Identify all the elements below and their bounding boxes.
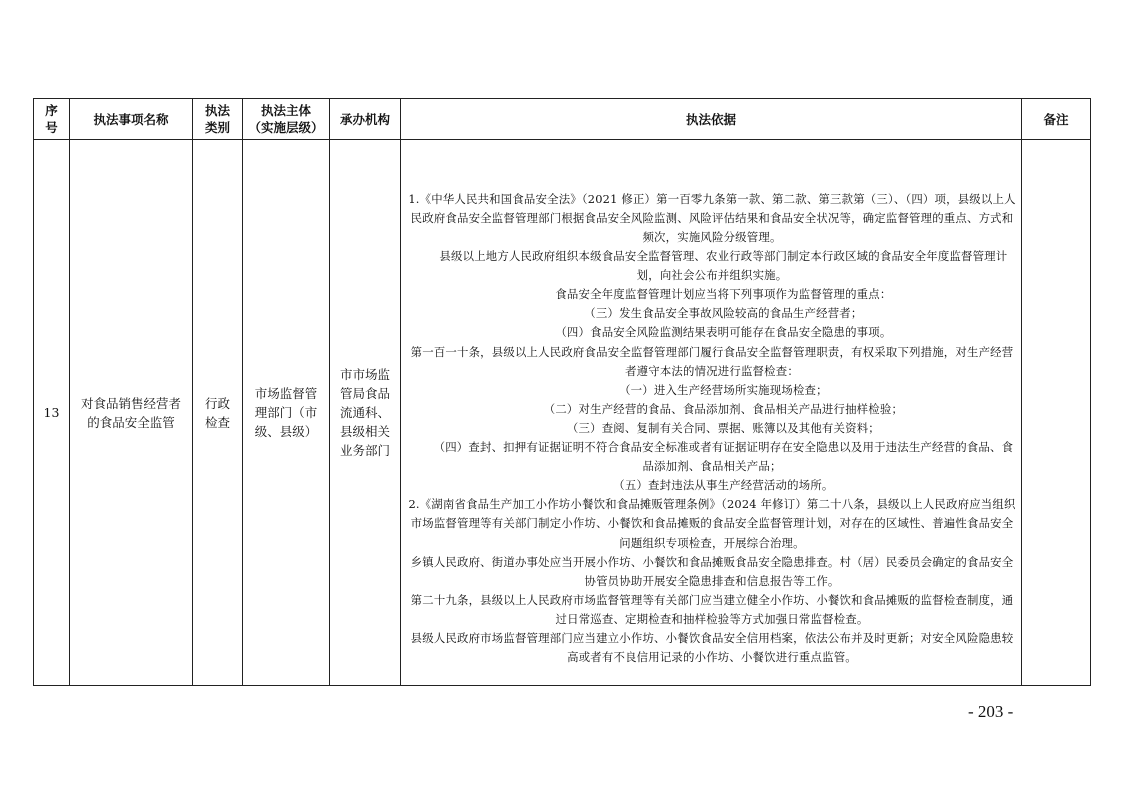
basis-paragraph: 第一百一十条，县级以上人民政府食品安全监督管理部门履行食品安全监督管理职责，有权采取下列措施，对生产经营者遵守本法的情况进行监督检查： bbox=[410, 344, 1014, 378]
row-basis bbox=[401, 140, 1022, 686]
law-enforcement-table bbox=[33, 98, 1091, 686]
basis-paragraph: （三）发生食品安全事故风险较高的食品生产经营者； bbox=[584, 306, 863, 321]
basis-paragraph: （五）查封违法从事生产经营活动的场所。 bbox=[613, 478, 834, 493]
header-agency: 承办机构 bbox=[330, 99, 401, 140]
basis-paragraph: 县级人民政府市场监督管理部门应当建立小作坊、小餐饮食品安全信用档案，依法公布并及时更新；对安全风险隐患较高或者有不良信用记录的小作坊、小餐饮进行重点监管。 bbox=[410, 630, 1014, 665]
header-basis: 执法依据 bbox=[401, 99, 1022, 140]
basis-paragraph: 第二十九条，县级以上人民政府市场监督管理等有关部门应当建立健全小作坊、小餐饮和食品摊贩的监督检查制度，通过日常巡查、定期检查和抽样检验等方式加强日常监督检查。 bbox=[410, 592, 1014, 626]
basis-paragraph: （二）对生产经营的食品、食品添加剂、食品相关产品进行抽样检验； bbox=[543, 401, 904, 416]
basis-paragraph: （一）进入生产经营场所实施现场检查； bbox=[619, 382, 828, 397]
basis-paragraph: 县级以上地方人民政府组织本级食品安全监督管理、农业行政等部门制定本行政区域的食品安全年度监督管理计划，向社会公布并组织实施。 bbox=[439, 249, 1008, 283]
row-category: 行政检查 bbox=[193, 140, 243, 686]
header-seq: 序号 bbox=[34, 99, 70, 140]
header-subject-line2: （实施层级） bbox=[248, 120, 324, 135]
row-agency: 市市场监管局食品流通科、县级相关业务部门 bbox=[330, 140, 401, 686]
table-row bbox=[34, 140, 1091, 686]
header-name: 执法事项名称 bbox=[70, 99, 193, 140]
row-remark bbox=[1022, 140, 1091, 686]
header-category: 执法类别 bbox=[193, 99, 243, 140]
basis-text-block bbox=[401, 158, 1021, 667]
row-subject: 市场监督管理部门（市级、县级） bbox=[243, 140, 330, 686]
header-subject bbox=[243, 99, 330, 140]
basis-paragraph: （四）食品安全风险监测结果表明可能存在食品安全隐患的事项。 bbox=[555, 325, 892, 340]
header-remark: 备注 bbox=[1022, 99, 1091, 140]
basis-paragraph: （四）查封、扣押有证据证明不符合食品安全标准或者有证据证明存在安全隐患以及用于违法生产经营的食品、食品添加剂、食品相关产品； bbox=[433, 440, 1014, 474]
page-number: - 203 - bbox=[968, 702, 1014, 721]
header-row bbox=[34, 99, 1091, 140]
basis-paragraph: 食品安全年度监督管理计划应当将下列事项作为监督管理的重点： bbox=[555, 287, 892, 302]
header-subject-line1: 执法主体 bbox=[260, 103, 311, 118]
basis-paragraph: 乡镇人民政府、街道办事处应当开展小作坊、小餐饮和食品摊贩食品安全隐患排查。村（居）民委员会确定的食品安全协管员协助开展安全隐患排查和信息报告等工作。 bbox=[410, 554, 1014, 588]
row-name: 对食品销售经营者的食品安全监管 bbox=[70, 140, 193, 686]
basis-paragraph: 1.《中华人民共和国食品安全法》（2021 修正）第一百零九条第一款、第二款、第三款第（三）、（四）项，县级以上人民政府食品安全监督管理部门根据食品安全风险监测、风险评估结果和食品安全状况等，确定监督管理的重点、方式和频次，实施风险分级管理。 bbox=[408, 191, 1016, 245]
row-seq: 13 bbox=[34, 140, 70, 686]
basis-paragraph: 2.《湖南省食品生产加工小作坊小餐饮和食品摊贩管理条例》（2024 年修订）第二十八条，县级以上人民政府应当组织市场监督管理等有关部门制定小作坊、小餐饮和食品摊贩的食品安全监督管理计划，对存在的区域性、普遍性食品安全问题组织专项检查，开展综合治理。 bbox=[408, 497, 1016, 550]
basis-paragraph: （三）查阅、复制有关合同、票据、账簿以及其他有关资料； bbox=[566, 420, 880, 435]
